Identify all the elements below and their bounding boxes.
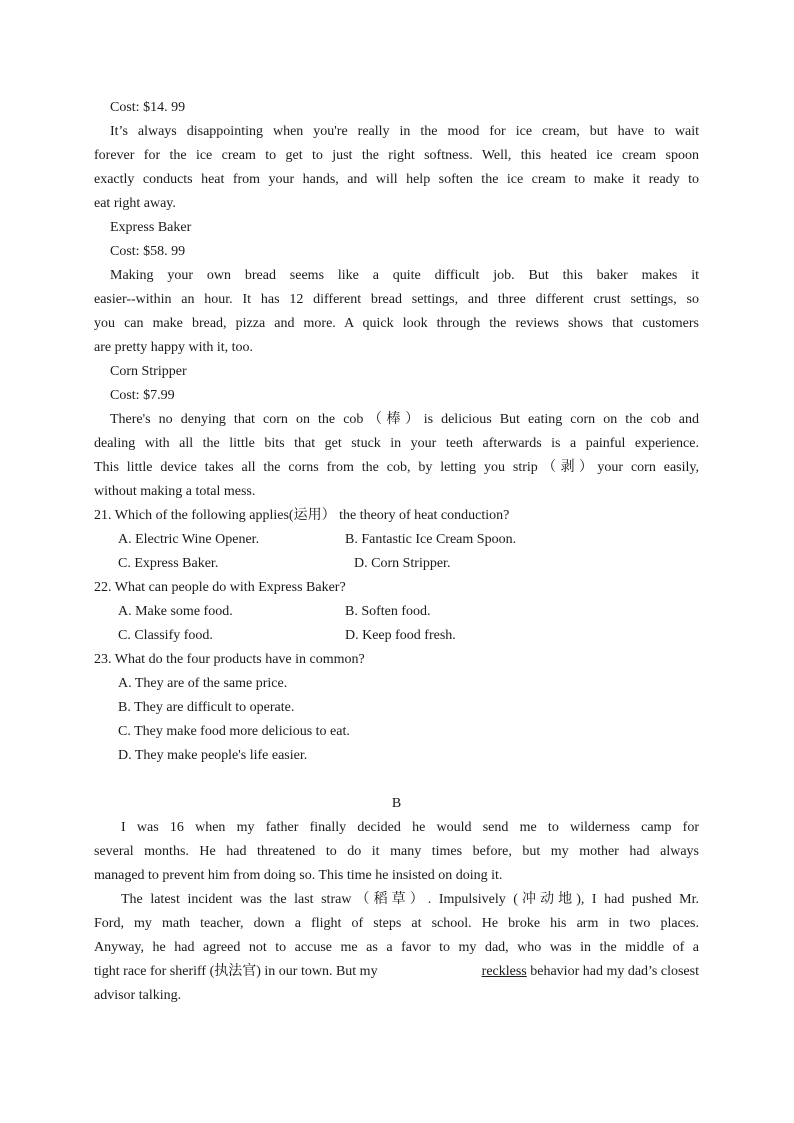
paragraph-line: This little device takes all the corns from the cob, by letting you strip（剥）your corn easily, [94,460,699,475]
passage-a-tail [94,96,699,504]
passage-b [94,792,699,1008]
paragraph-text: behavior had my dad’s closest [526,964,699,979]
document-page [94,96,699,1008]
question-stem: 23. What do the four products have in common? [94,652,365,667]
option-row [94,552,699,576]
answer-option[interactable]: C. They make food more delicious to eat. [118,724,350,739]
paragraph-line: I was 16 when my father finally decided he would send me to wilderness camp for [121,820,699,835]
answer-option[interactable]: C. Classify food. [118,628,213,643]
answer-option[interactable]: B. They are difficult to operate. [118,700,295,715]
answer-option[interactable]: B. Fantastic Ice Cream Spoon. [345,532,517,547]
paragraph-text: tight race for sheriff (执法官) in our town. But my [94,964,378,979]
answer-option[interactable]: A. They are of the same price. [118,676,288,691]
option-row [94,600,699,624]
paragraph-line: Anyway, he had agreed not to accuse me as a favor to my dad, who was in the middle of a [94,940,699,955]
paragraph-line: managed to prevent him from doing so. This time he insisted on doing it. [94,868,503,883]
paragraph-line: are pretty happy with it, too. [94,340,254,355]
paragraph-line: Ford, my math teacher, down a flight of steps at school. He broke his arm in two places. [94,916,699,931]
paragraph-line: Cost: $58. 99 [110,244,186,259]
paragraph-line: Cost: $7.99 [110,388,175,403]
question-stem: 22. What can people do with Express Baker? [94,580,346,595]
option-row [94,528,699,552]
paragraph-line: The latest incident was the last straw（稻草）. Impulsively (冲动地), I had pushed Mr. [121,892,699,907]
paragraph-line: without making a total mess. [94,484,256,499]
paragraph-line: Cost: $14. 99 [110,100,186,115]
underlined-word: reckless [481,964,527,979]
paragraph-text [482,960,699,984]
answer-option[interactable]: D. They make people's life easier. [118,748,308,763]
answer-option[interactable]: D. Corn Stripper. [354,556,451,571]
answer-option[interactable]: C. Express Baker. [118,556,219,571]
question-block [94,504,699,768]
paragraph-line: Corn Stripper [110,364,187,379]
paragraph-line: several months. He had threatened to do it many times before, but my mother had always [94,844,699,859]
section-heading: B [391,796,402,811]
paragraph-line: dealing with all the little bits that get stuck in your teeth afterwards is a painful experience. [94,436,699,451]
paragraph-line: Express Baker [110,220,192,235]
paragraph-line: forever for the ice cream to get to just the right softness. Well, this heated ice cream spoon [94,148,699,163]
paragraph-line: It’s always disappointing when you're really in the mood for ice cream, but have to wait [110,124,699,139]
answer-option[interactable]: A. Electric Wine Opener. [118,532,260,547]
answer-option[interactable]: B. Soften food. [345,604,431,619]
paragraph-line: There's no denying that corn on the cob（棒）is delicious But eating corn on the cob and [110,412,699,427]
paragraph-line: exactly conducts heat from your hands, and will help soften the ice cream to make it ready to [94,172,699,187]
option-row [94,624,699,648]
paragraph-line: you can make bread, pizza and more. A quick look through the reviews shows that customers [94,316,699,331]
paragraph-line: eat right away. [94,196,176,211]
paragraph-line: Making your own bread seems like a quite difficult job. But this baker makes it [110,268,699,283]
paragraph-line: advisor talking. [94,988,182,1003]
section-gap [94,768,699,792]
paragraph-line [94,960,699,984]
answer-option[interactable]: A. Make some food. [118,604,233,619]
paragraph-line: easier--within an hour. It has 12 different bread settings, and three different crust settings, so [94,292,699,307]
question-stem: 21. Which of the following applies(运用） the theory of heat conduction? [94,508,510,523]
answer-option[interactable]: D. Keep food fresh. [345,628,456,643]
